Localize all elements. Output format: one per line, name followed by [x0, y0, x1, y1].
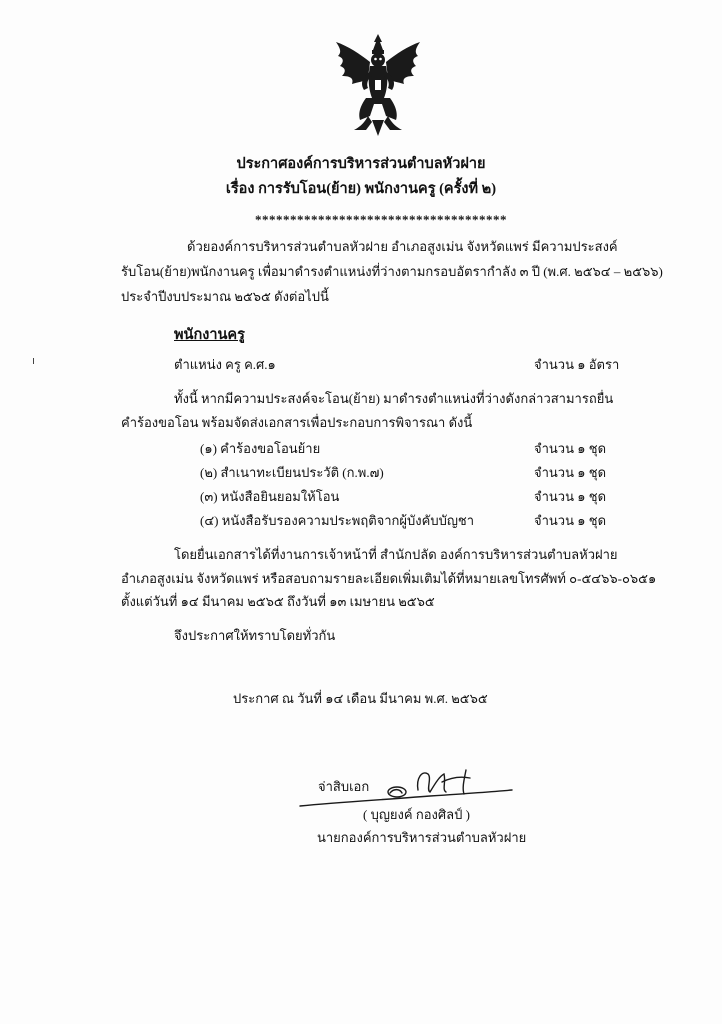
- margin-mark: [33, 358, 34, 364]
- signatory-title: นายกองค์การบริหารส่วนตำบลหัวฝาย: [317, 830, 527, 845]
- garuda-emblem-icon: [330, 32, 426, 140]
- document-subject: เรื่อง การรับโอน(ย้าย) พนักงานครู (ครั้งที่ ๒): [225, 181, 497, 197]
- document-item-qty: จำนวน ๑ ชุด: [534, 441, 607, 456]
- document-item-label: (๒) สำเนาทะเบียนประวัติ (ก.พ.๗): [200, 465, 384, 480]
- position-label: ตำแหน่ง ครู ค.ศ.๑: [174, 357, 276, 372]
- document-item-qty: จำนวน ๑ ชุด: [534, 513, 607, 528]
- document-item-label: (๑) คำร้องขอโอนย้าย: [200, 441, 321, 456]
- submission-line-2: อำเภอสูงเม่น จังหวัดแพร่ หรือสอบถามรายละเอียดเพิ่มเติมได้ที่หมายเลขโทรศัพท์ ๐-๕๔๖๖-๐๖๕๑: [121, 571, 657, 586]
- intro-line-1: ด้วยองค์การบริหารส่วนตำบลหัวฝาย อำเภอสูงเม่น จังหวัดแพร่ มีความประสงค์: [187, 239, 618, 254]
- submission-line-1: โดยยื่นเอกสารได้ที่งานการเจ้าหน้าที่ สำนักปลัด องค์การบริหารส่วนตำบลหัวฝาย: [174, 547, 618, 562]
- document-title: ประกาศองค์การบริหารส่วนตำบลหัวฝาย: [236, 156, 486, 172]
- intro-line-3: ประจำปีงบประมาณ ๒๕๖๕ ดังต่อไปนี้: [121, 289, 329, 304]
- submission-line-3: ตั้งแต่วันที่ ๑๔ มีนาคม ๒๕๖๕ ถึงวันที่ ๑๓ เมษายน ๒๕๖๕: [121, 594, 435, 609]
- requirements-line-2: คำร้องขอโอน พร้อมจัดส่งเอกสารเพื่อประกอบการพิจารณา ดังนี้: [121, 415, 473, 430]
- announcement-date: ประกาศ ณ วันที่ ๑๔ เดือน มีนาคม พ.ศ. ๒๕๖๕: [233, 691, 488, 706]
- section-heading: พนักงานครู: [174, 327, 245, 343]
- document-item-label: (๔) หนังสือรับรองความประพฤติจากผู้บังคับบัญชา: [200, 513, 475, 528]
- closing-statement: จึงประกาศให้ทราบโดยทั่วกัน: [174, 628, 336, 643]
- document-item-qty: จำนวน ๑ ชุด: [534, 489, 607, 504]
- signatory-rank: จ่าสิบเอก: [318, 779, 370, 794]
- document-item-label: (๓) หนังสือยินยอมให้โอน: [200, 489, 340, 504]
- requirements-line-1: ทั้งนี้ หากมีความประสงค์จะโอน(ย้าย) มาดำรงตำแหน่งที่ว่างดังกล่าวสามารถยื่น: [174, 391, 614, 406]
- title-separator: ************************************: [255, 212, 507, 227]
- signatory-name: ( บุญยงค์ กองศิลป์ ): [363, 807, 470, 822]
- document-item-qty: จำนวน ๑ ชุด: [534, 465, 607, 480]
- intro-line-2: รับโอน(ย้าย)พนักงานครู เพื่อมาดำรงตำแหน่งที่ว่างตามกรอบอัตรากำลัง ๓ ปี (พ.ศ. ๒๕๖๔ – ๒๕๖๖): [121, 264, 663, 279]
- position-count: จำนวน ๑ อัตรา: [534, 357, 620, 372]
